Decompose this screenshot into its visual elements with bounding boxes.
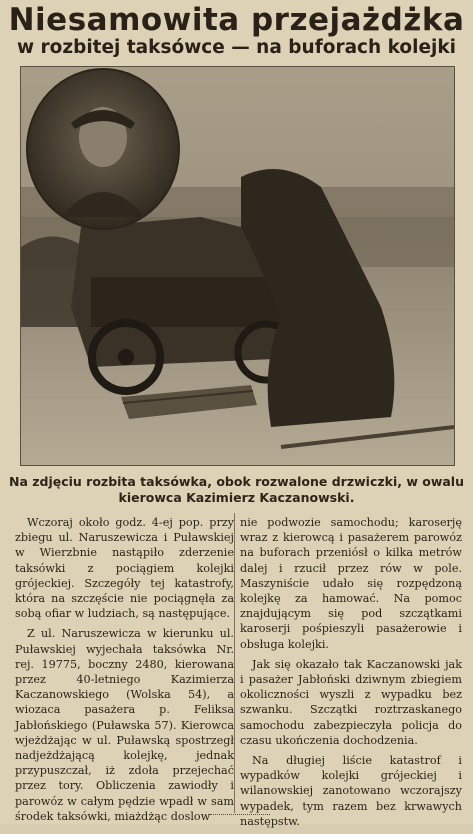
article-paragraph: nie podwozie samochodu; karoserję wraz z kierowcą i pasażerem parowóz na buforach przeniósł o kilka metrów dalej i rzucił przez rów w pole. Maszyniście udało się rozpędzoną kolejkę za hamować. Na pomoc znajdującym się pod szczątkami karoserji pośpieszyli pasażerowie i obsługa kolejki. <box>240 516 462 651</box>
headline-title: Niesamowita przejażdżka <box>8 2 465 38</box>
news-photo <box>20 66 455 466</box>
article-paragraph: Jak się okazało tak Kaczanowski jak i pasażer Jabłoński dziwnym zbiegiem okoliczności wyszli z wypadku bez szwanku. Szczątki roztrzaskanego samochodu zabezpieczyła policja do czasu ukończenia dochodzenia. <box>240 657 462 747</box>
article-paragraph: Z ul. Naruszewicza w kierunku ul. Puławskiej wyjechała taksówka Nr. rej. 19775, boczny 2480, kierowana przez 40-letniego Kazimierza Kaczanowskiego (Wolska 54), a wiozaca pasażera p. Feliksa Jabłońskiego (Puławska 57). Kierowca wjeżdżając w ul. Puławską spostrzegł nadjeżdżającą kolejkę, jednak przypuszczał, iż zdoła przejechać przez tory. Obliczenia zawiodły i parowóz w całym pędzie wpadł w sam środek taksówki, miażdżąc doslow <box>15 627 234 823</box>
article-left-column <box>15 515 234 829</box>
photo-caption: Na zdjęciu rozbita taksówka, obok rozwalone drzwiczki, w owalu kierowca Kazimierz Kaczanowski. <box>8 474 464 505</box>
headline-subtitle: w rozbitej taksówce — na buforach kolejki <box>16 37 457 58</box>
column-divider <box>234 513 235 813</box>
article-paragraph: Wczoraj około godz. 4-ej pop. przy zbiegu ul. Naruszewicza i Puławskiej w Wierzbnie nastąpiło zderzenie taksówki z pociągiem kolejki grójeckiej. Szczegóły tej katastrofy, która na szczęście nie pociągnęła za sobą ofiar w ludziach, są następujące. <box>15 516 234 621</box>
headline <box>0 0 473 59</box>
article-right-column <box>240 515 462 834</box>
photo-icon <box>21 67 454 465</box>
page-ornament <box>210 814 270 823</box>
article-paragraph: Na długiej liście katastrof i wypadków kolejki grójeckiej i wilanowskiej zanotowano wczorajszy wypadek, tym razem bez krwawych następstw. <box>240 754 462 828</box>
